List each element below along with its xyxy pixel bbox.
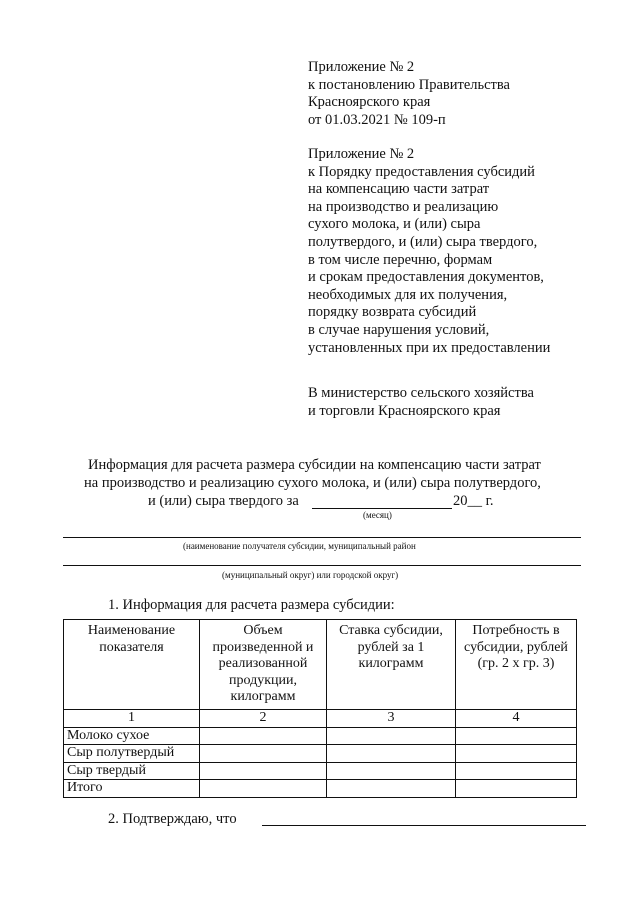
table-row — [64, 762, 577, 780]
month-caption: (месяц) — [363, 510, 392, 520]
row-need-cell[interactable] — [456, 762, 577, 780]
title-year: 20__ г. — [453, 493, 494, 509]
column-number: 2 — [200, 710, 327, 728]
appendix-line: на производство и реализацию — [308, 198, 499, 215]
attachment-line: Приложение № 2 — [308, 59, 415, 75]
appendix-line: в случае нарушения условий, — [308, 321, 490, 338]
header-rate: Ставка субсидии, рублей за 1 килограмм — [327, 620, 456, 710]
appendix-line: и срокам предоставления документов, — [308, 269, 544, 286]
appendix-line: установленных при их предоставлении — [308, 339, 551, 356]
column-number: 3 — [327, 710, 456, 728]
subsidy-table — [63, 619, 577, 798]
row-rate-cell[interactable] — [327, 780, 456, 798]
recipient-fill-line-2 — [63, 565, 581, 566]
appendix-line: необходимых для их получения, — [308, 286, 508, 303]
row-rate-cell[interactable] — [327, 745, 456, 763]
header-indicator: Наименование показателя — [64, 620, 200, 710]
title-line-3-prefix: и (или) сыра твердого за — [148, 493, 299, 509]
table-header-row — [64, 620, 577, 710]
appendix-line: полутвердого, и (или) сыра твердого, — [308, 233, 538, 250]
row-need-cell[interactable] — [456, 780, 577, 798]
appendix-line: в том числе перечню, формам — [308, 251, 493, 268]
addressee-line: и торговли Красноярского края — [308, 402, 501, 419]
attachment-line: к постановлению Правительства — [308, 76, 510, 93]
recipient-fill-line-1 — [63, 537, 581, 538]
row-rate-cell[interactable] — [327, 727, 456, 745]
row-volume-cell[interactable] — [200, 745, 327, 763]
table-column-numbers — [64, 710, 577, 728]
header-need: Потребность в субсидии, рублей (гр. 2 х гр. 3) — [456, 620, 577, 710]
appendix-block — [308, 146, 550, 357]
row-name: Сыр полутвердый — [64, 745, 200, 763]
section1-heading: 1. Информация для расчета размера субсидии: — [108, 597, 395, 613]
section2-fill-line[interactable] — [262, 825, 586, 826]
title-line-1: Информация для расчета размера субсидии на компенсацию части затрат — [88, 457, 541, 473]
section2-label: 2. Подтверждаю, что — [108, 811, 237, 827]
row-volume-cell[interactable] — [200, 727, 327, 745]
addressee-block — [308, 385, 534, 420]
title-line-2: на производство и реализацию сухого молока, и (или) сыра полутвердого, — [84, 475, 541, 491]
recipient-caption-1: (наименование получателя субсидии, муниципальный район — [183, 541, 416, 551]
column-number: 4 — [456, 710, 577, 728]
attachment-block — [308, 59, 510, 129]
row-rate-cell[interactable] — [327, 762, 456, 780]
appendix-line: порядку возврата субсидий — [308, 304, 477, 321]
attachment-line: от 01.03.2021 № 109-п — [308, 111, 446, 128]
attachment-line: Красноярского края — [308, 94, 431, 111]
row-volume-cell[interactable] — [200, 762, 327, 780]
month-fill-line — [312, 508, 452, 509]
row-name: Молоко сухое — [64, 727, 200, 745]
table-row — [64, 727, 577, 745]
row-need-cell[interactable] — [456, 745, 577, 763]
column-number: 1 — [64, 710, 200, 728]
table-row — [64, 780, 577, 798]
row-name: Сыр твердый — [64, 762, 200, 780]
row-name: Итого — [64, 780, 200, 798]
addressee-line: В министерство сельского хозяйства — [308, 385, 534, 401]
table-row — [64, 745, 577, 763]
appendix-line: на компенсацию части затрат — [308, 181, 490, 198]
appendix-line: к Порядку предоставления субсидий — [308, 163, 535, 180]
row-need-cell[interactable] — [456, 727, 577, 745]
header-volume: Объем произведенной и реализованной продукции, килограмм — [200, 620, 327, 710]
appendix-line: Приложение № 2 — [308, 146, 415, 162]
row-volume-cell[interactable] — [200, 780, 327, 798]
recipient-caption-2: (муниципальный округ) или городской округ) — [222, 570, 399, 580]
appendix-line: сухого молока, и (или) сыра — [308, 216, 481, 233]
